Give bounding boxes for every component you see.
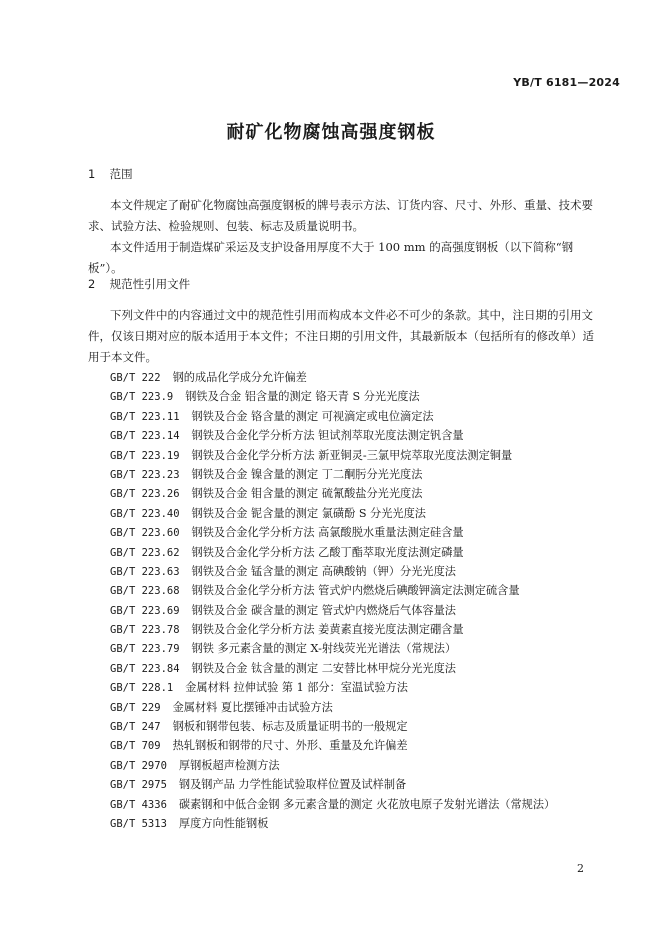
page-number: 2 bbox=[577, 862, 584, 875]
reference-title: 钢铁及合金化学分析方法 乙酸丁酯萃取光度法测定磷量 bbox=[191, 545, 464, 559]
reference-code: GB/T 228.1 bbox=[110, 682, 174, 695]
reference-item bbox=[110, 601, 555, 620]
reference-code: GB/T 223.60 bbox=[110, 527, 180, 540]
reference-title: 钢铁及合金 锰含量的测定 高碘酸钠（钾）分光光度法 bbox=[191, 564, 456, 578]
reference-list bbox=[110, 368, 555, 833]
reference-item bbox=[110, 678, 555, 697]
reference-item bbox=[110, 446, 555, 465]
reference-item bbox=[110, 756, 555, 775]
reference-item bbox=[110, 795, 555, 814]
reference-title: 厚度方向性能钢板 bbox=[178, 816, 269, 830]
reference-code: GB/T 2975 bbox=[110, 779, 167, 792]
reference-item bbox=[110, 717, 555, 736]
reference-code: GB/T 229 bbox=[110, 701, 161, 714]
reference-code: GB/T 223.78 bbox=[110, 624, 180, 637]
reference-item bbox=[110, 484, 555, 503]
reference-code: GB/T 223.9 bbox=[110, 391, 174, 404]
reference-item bbox=[110, 368, 555, 387]
reference-code: GB/T 5313 bbox=[110, 817, 167, 830]
reference-code: GB/T 223.79 bbox=[110, 643, 180, 656]
paragraph: 下列文件中的内容通过文中的规范性引用而构成本文件必不可少的条款。其中，注日期的引用文件，仅该日期对应的版本适用于本文件；不注日期的引用文件，其最新版本（包括所有的修改单）适用于本文件。 bbox=[88, 308, 594, 364]
reference-item bbox=[110, 523, 555, 542]
reference-item bbox=[110, 426, 555, 445]
reference-title: 钢铁及合金化学分析方法 姜黄素直接光度法测定硼含量 bbox=[191, 623, 464, 637]
section-heading-scope bbox=[88, 166, 133, 182]
reference-item bbox=[110, 736, 555, 755]
reference-item bbox=[110, 639, 555, 658]
reference-title: 热轧钢板和钢带的尺寸、外形、重量及允许偏差 bbox=[172, 739, 408, 753]
reference-item bbox=[110, 387, 555, 406]
reference-title: 厚钢板超声检测方法 bbox=[178, 758, 280, 772]
section-number: 1 bbox=[88, 167, 96, 181]
reference-title: 钢及钢产品 力学性能试验取样位置及试样制备 bbox=[178, 778, 407, 792]
reference-item bbox=[110, 543, 555, 562]
section-number: 2 bbox=[88, 277, 96, 291]
reference-item bbox=[110, 504, 555, 523]
reference-title: 钢铁及合金 钛含量的测定 二安替比林甲烷分光光度法 bbox=[191, 661, 456, 675]
reference-title: 钢铁及合金化学分析方法 新亚铜灵-三氯甲烷萃取光度法测定铜量 bbox=[191, 448, 513, 462]
paragraph: 本文件规定了耐矿化物腐蚀高强度钢板的牌号表示方法、订货内容、尺寸、外形、重量、技术要求、试验方法、检验规则、包装、标志及质量说明书。 bbox=[88, 198, 593, 233]
reference-code: GB/T 223.23 bbox=[110, 468, 180, 481]
reference-code: GB/T 4336 bbox=[110, 798, 167, 811]
section-title: 范围 bbox=[109, 167, 133, 181]
reference-code: GB/T 247 bbox=[110, 721, 161, 734]
section-title: 规范性引用文件 bbox=[109, 277, 191, 291]
document-code: YB/T 6181—2024 bbox=[513, 76, 620, 89]
reference-title: 钢铁 多元素含量的测定 X-射线荧光光谱法（常规法） bbox=[191, 642, 457, 656]
reference-code: GB/T 223.40 bbox=[110, 507, 180, 520]
reference-code: GB/T 223.63 bbox=[110, 565, 180, 578]
reference-item bbox=[110, 698, 555, 717]
reference-title: 钢铁及合金 碳含量的测定 管式炉内燃烧后气体容量法 bbox=[191, 603, 456, 617]
reference-code: GB/T 223.14 bbox=[110, 430, 180, 443]
paragraph: 本文件适用于制造煤矿采运及支护设备用厚度不大于 100 mm 的高强度钢板（以下简称“钢板”）。 bbox=[88, 240, 574, 275]
reference-title: 钢的成品化学成分允许偏差 bbox=[172, 371, 307, 384]
reference-item bbox=[110, 407, 555, 426]
reference-code: GB/T 223.62 bbox=[110, 546, 180, 559]
reference-title: 钢铁及合金化学分析方法 高氯酸脱水重量法测定硅含量 bbox=[191, 526, 464, 540]
section-heading-normative-references bbox=[88, 276, 190, 292]
reference-title: 钢铁及合金 铬含量的测定 可视滴定或电位滴定法 bbox=[191, 409, 434, 423]
reference-title: 钢铁及合金 镍含量的测定 丁二酮肟分光光度法 bbox=[191, 467, 423, 481]
reference-title: 碳素钢和中低合金钢 多元素含量的测定 火花放电原子发射光谱法（常规法） bbox=[178, 797, 556, 811]
reference-title: 钢铁及合金化学分析方法 管式炉内燃烧后碘酸钾滴定法测定硫含量 bbox=[191, 584, 520, 598]
reference-item bbox=[110, 814, 555, 833]
reference-item bbox=[110, 775, 555, 794]
reference-item bbox=[110, 620, 555, 639]
reference-title: 钢铁及合金 铌含量的测定 氯磺酚 S 分光光度法 bbox=[191, 506, 426, 520]
reference-code: GB/T 222 bbox=[110, 372, 161, 384]
reference-item bbox=[110, 562, 555, 581]
reference-item bbox=[110, 465, 555, 484]
page-title: 耐矿化物腐蚀高强度钢板 bbox=[226, 122, 436, 143]
reference-item bbox=[110, 659, 555, 678]
reference-code: GB/T 223.19 bbox=[110, 449, 180, 462]
reference-code: GB/T 223.26 bbox=[110, 488, 180, 501]
reference-item bbox=[110, 581, 555, 600]
reference-title: 钢铁及合金化学分析方法 钽试剂萃取光度法测定钒含量 bbox=[191, 429, 464, 443]
reference-title: 钢铁及合金 钼含量的测定 硫氰酸盐分光光度法 bbox=[191, 487, 423, 501]
reference-title: 钢板和钢带包装、标志及质量证明书的一般规定 bbox=[172, 720, 408, 734]
reference-code: GB/T 223.69 bbox=[110, 604, 180, 617]
reference-title: 钢铁及合金 铝含量的测定 铬天青 S 分光光度法 bbox=[185, 390, 420, 404]
reference-code: GB/T 223.11 bbox=[110, 410, 180, 423]
reference-code: GB/T 223.84 bbox=[110, 662, 180, 675]
reference-title: 金属材料 夏比摆锤冲击试验方法 bbox=[172, 700, 333, 714]
reference-code: GB/T 2970 bbox=[110, 759, 167, 772]
reference-code: GB/T 709 bbox=[110, 740, 161, 753]
reference-title: 金属材料 拉伸试验 第 1 部分：室温试验方法 bbox=[185, 681, 408, 695]
reference-code: GB/T 223.68 bbox=[110, 585, 180, 598]
